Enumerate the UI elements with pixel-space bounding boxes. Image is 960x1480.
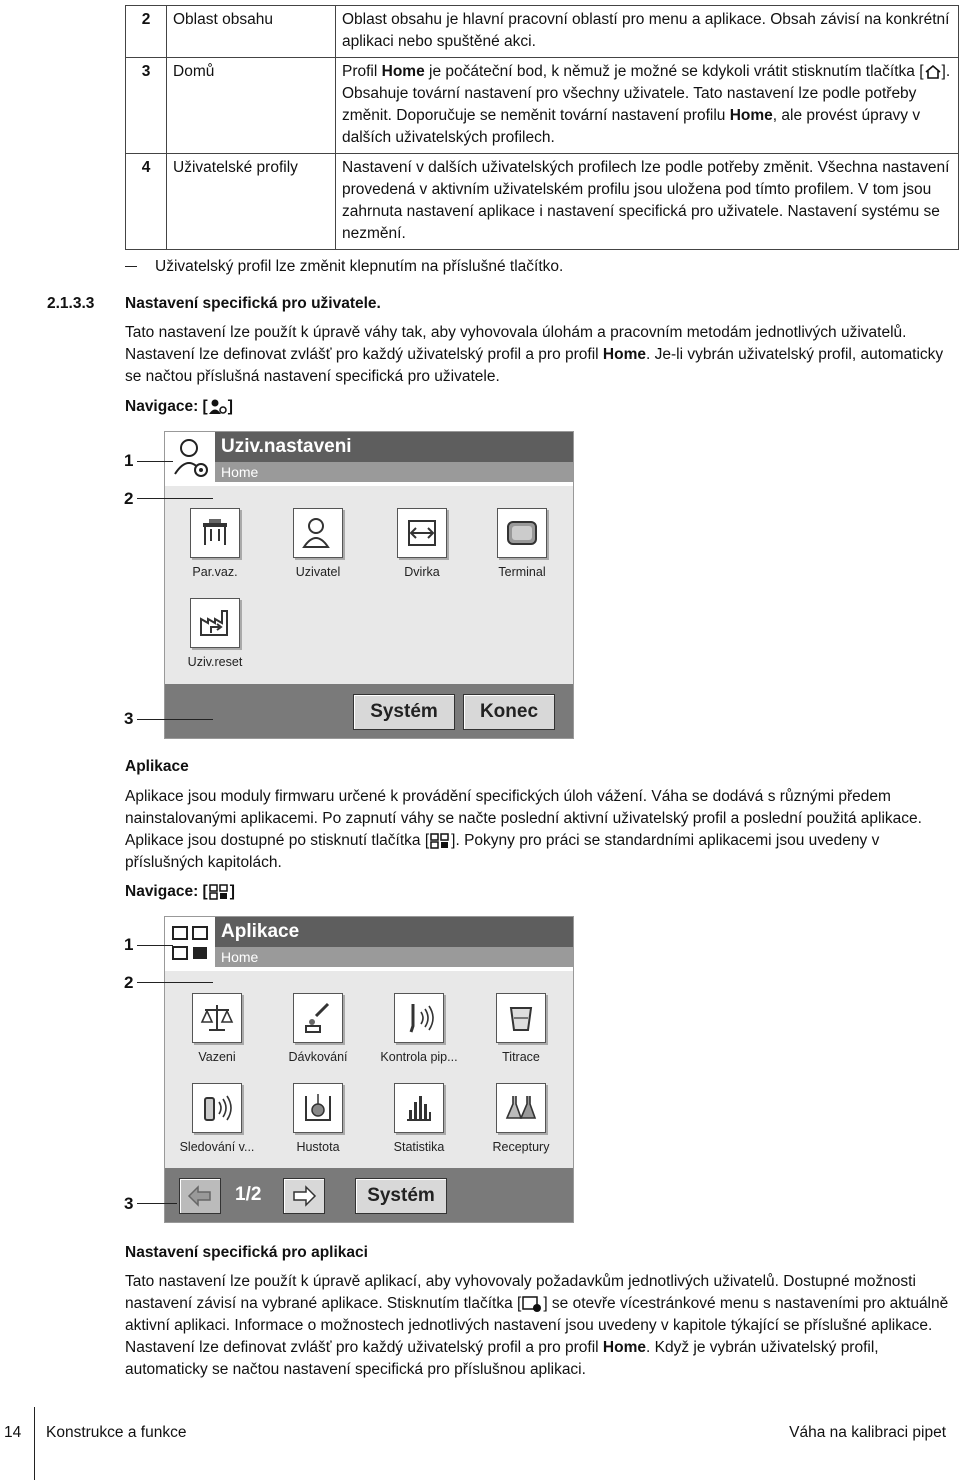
formulation-icon: [496, 1083, 546, 1133]
user-settings-icon: [208, 398, 228, 416]
exit-button[interactable]: Konec: [463, 694, 555, 730]
next-page-button[interactable]: [283, 1178, 325, 1214]
callout-1: 1: [124, 451, 134, 470]
applications-screen: [164, 916, 574, 1223]
arrow-right-icon: [290, 1184, 318, 1208]
callout-1: 1: [124, 935, 134, 954]
user-settings-icon: [171, 436, 211, 480]
density-icon: [293, 1083, 343, 1133]
row-term: Oblast obsahu: [167, 6, 336, 58]
user-settings-paragraph: Tato nastavení lze použít k úpravě váhy tak, aby vyhovovala úlohám a pracovním metodám jednotlivých uživatelů. Nastavení lze definovat zvlášť pro každý uživatelský profil a pro profil Home. Je-li vybrán uživatelský profil, automaticky se načtou příslušná nastavení specifická pro uživatele.: [125, 324, 944, 385]
row-number: 3: [126, 58, 167, 154]
applications-heading: Aplikace: [125, 758, 189, 775]
previous-page-button[interactable]: [179, 1178, 221, 1214]
user-icon: [293, 508, 343, 558]
app-hustota[interactable]: Hustota: [273, 1083, 363, 1165]
app-sledovani[interactable]: Sledování v...: [172, 1083, 262, 1165]
applications-icon: [171, 921, 211, 965]
navigation-line: Navigace: [ ]: [125, 398, 233, 415]
applications-icon: [429, 832, 451, 850]
weighing-parameters-icon: [190, 508, 240, 558]
callout-line: [137, 461, 173, 462]
chapter-title: Konstrukce a funkce: [46, 1424, 187, 1441]
app-uziv-reset[interactable]: Uziv.reset: [170, 598, 260, 680]
row-term: Domů: [167, 58, 336, 154]
titration-icon: [496, 993, 546, 1043]
screen-footer: [165, 684, 573, 738]
app-statistika[interactable]: Statistika: [374, 1083, 464, 1165]
navigation-line: Navigace: [ ]: [125, 883, 235, 900]
pipette-check-icon: [394, 993, 444, 1043]
app-settings-paragraph: Tato nastavení lze použít k úpravě aplikací, aby vyhovovaly požadavkům jednotlivých uživatelů. Dostupné možnosti nastavení závisí na vybrané aplikace. Stisknutím tlačítka [ ] se otevře vícestránkové menu s nastaveními pro aktuálně aktivní aplikaci. Informace o možnostech jednotlivých nastavení jsou uvedeny v kapitole týkající se příslušné aplikace. Nastavení lze definovat zvlášť pro každý uživatelský profil a pro profil Home. Když je vybrán uživatelský profil, automaticky se načtou nastavení specifická pro příslušnou aplikaci.: [125, 1273, 949, 1378]
statistics-icon: [394, 1083, 444, 1133]
app-settings-heading: Nastavení specifická pro aplikaci: [125, 1244, 368, 1261]
system-button[interactable]: Systém: [355, 1178, 447, 1214]
home-icon: [924, 64, 942, 80]
app-terminal[interactable]: Terminal: [477, 508, 567, 590]
screen-header: [165, 432, 573, 486]
callout-2: 2: [124, 973, 134, 992]
callout-3: 3: [124, 709, 134, 728]
app-uzivatel[interactable]: Uzivatel: [273, 508, 363, 590]
app-vazeni[interactable]: Vazeni: [172, 993, 262, 1075]
row-number: 4: [126, 154, 167, 250]
screen-title: Aplikace: [215, 917, 574, 947]
callout-line: [137, 945, 173, 946]
page-indicator: 1/2: [235, 1184, 262, 1205]
screen-header: [165, 917, 573, 971]
screen-title: Uziv.nastaveni: [215, 432, 574, 462]
section-title: Nastavení specifická pro uživatele.: [125, 295, 381, 312]
definitions-table: [125, 5, 959, 250]
monitoring-icon: [192, 1083, 242, 1133]
applications-icon: [208, 883, 230, 901]
callout-2: 2: [124, 489, 134, 508]
balance-scale-icon: [192, 993, 242, 1043]
footer-divider: [34, 1407, 35, 1480]
row-term: Uživatelské profily: [167, 154, 336, 250]
app-titrace[interactable]: Titrace: [476, 993, 566, 1075]
callout-line: [137, 498, 213, 499]
doors-icon: [397, 508, 447, 558]
table-row: [126, 58, 959, 154]
factory-reset-icon: [190, 598, 240, 648]
dosing-icon: [293, 993, 343, 1043]
app-receptury[interactable]: Receptury: [476, 1083, 566, 1165]
app-par-vaz[interactable]: Par.vaz.: [170, 508, 260, 590]
table-row: [126, 6, 959, 58]
row-number: 2: [126, 6, 167, 58]
section-number: 2.1.3.3: [47, 295, 95, 312]
callout-line: [137, 1203, 177, 1204]
user-settings-screen: [164, 431, 574, 739]
terminal-icon: [497, 508, 547, 558]
screen-subtitle: Home: [215, 947, 574, 967]
callout-3: 3: [124, 1194, 134, 1213]
row-description: Oblast obsahu je hlavní pracovní oblastí pro menu a aplikace. Obsah závisí na konkrétní aplikaci nebo spuštěné akci.: [336, 6, 959, 58]
app-kontrola-pip[interactable]: Kontrola pip...: [374, 993, 464, 1075]
system-button[interactable]: Systém: [353, 694, 455, 730]
application-settings-icon: [521, 1295, 543, 1313]
product-name: Váha na kalibraci pipet: [789, 1424, 946, 1441]
app-dvirka[interactable]: Dvirka: [377, 508, 467, 590]
table-row: [126, 154, 959, 250]
app-davkovani[interactable]: Dávkování: [273, 993, 363, 1075]
dash-note: Uživatelský profil lze změnit klepnutím na příslušné tlačítko.: [125, 256, 925, 278]
callout-line: [137, 982, 213, 983]
row-description: Profil Home je počáteční bod, k němuž je možné se kdykoli vrátit stisknutím tlačítka [ ]. Obsahuje tovární nastavení pro všechny uživatele. Tato nastavení lze podle potřeby změnit. Doporučuje se neměnit tovární nastavení profilu Home, ale provést úpravy v dalších uživatelských profilech.: [336, 58, 959, 154]
applications-paragraph: Aplikace jsou moduly firmwaru určené k provádění specifických úloh vážení. Váha se dodává s různými předem nainstalovanými aplikacemi. Po zapnutí váhy se načte poslední aktivní uživatelský profil a poslední použitá aplikace. Aplikace jsou dostupné po stisknutí tlačítka [ ]. Pokyny pro práci se standardními aplikacemi jsou uvedeny v příslušných kapitolách.: [125, 788, 922, 871]
screen-footer: [165, 1168, 573, 1222]
arrow-left-icon: [186, 1184, 214, 1208]
page-number: 14: [4, 1424, 22, 1441]
screen-subtitle: Home: [215, 462, 574, 482]
callout-line: [137, 719, 213, 720]
row-description: Nastavení v dalších uživatelských profilech lze podle potřeby změnit. Všechna nastavení provedená v aktivním uživatelském profilu jsou uložena pod tímto profilem. V tom jsou zahrnuta nastavení aplikace i nastavení specifická pro uživatele. Nastavení systému se nezmění.: [336, 154, 959, 250]
